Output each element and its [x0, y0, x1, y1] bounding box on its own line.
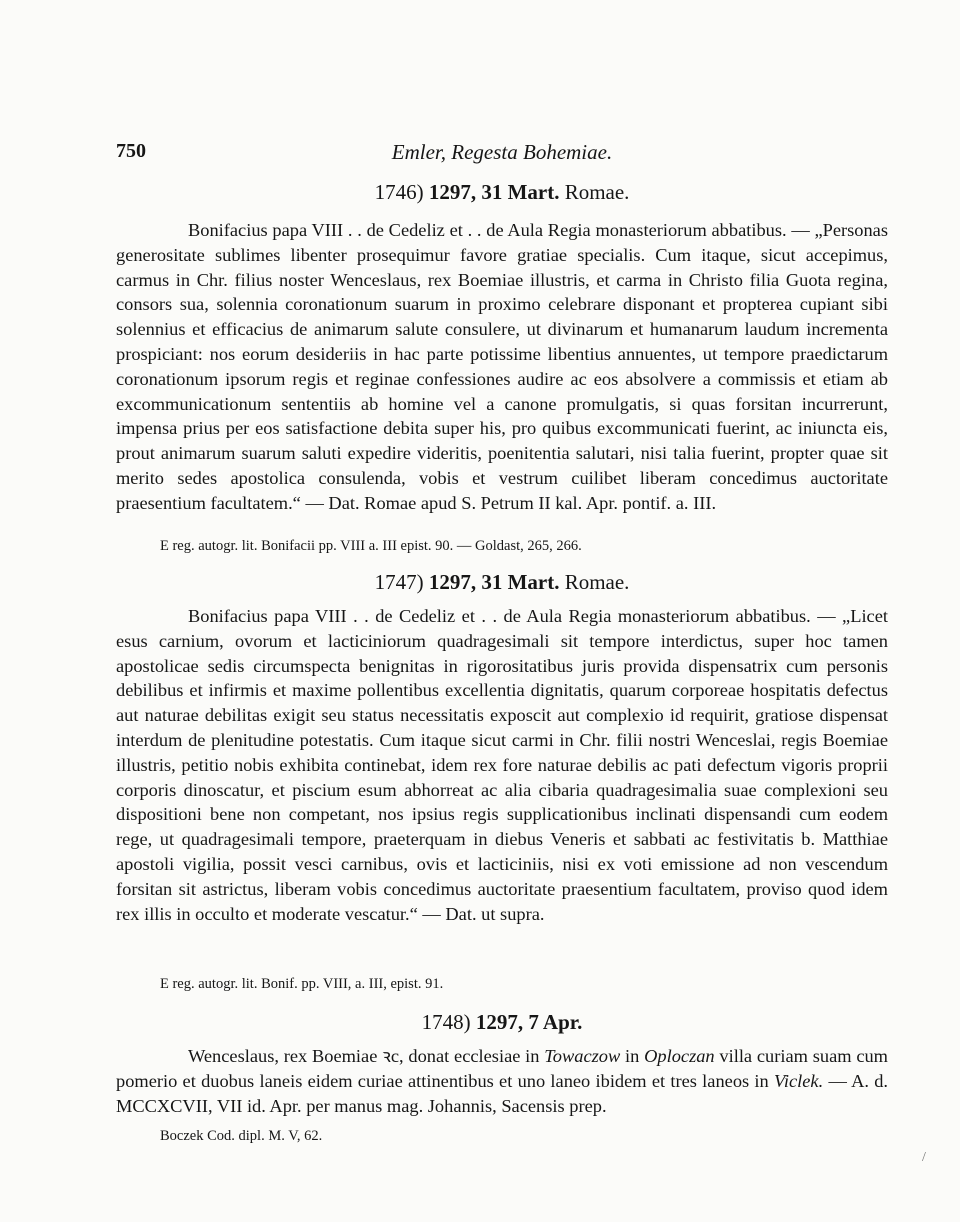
entry-number: 1747)	[374, 570, 424, 594]
entry-place: Romae.	[564, 180, 630, 204]
place-name: Oploczan	[644, 1046, 715, 1066]
entry-date: 1297, 7 Apr.	[475, 1010, 583, 1034]
entry-paragraph: Bonifacius papa VIII . . de Cedeliz et . . de Aula Regia monasteriorum abbatibus. — „Personas generositate sublimes libenter prosequimur favore gratiae specialis. Cum itaque, sicut accepimus, carmus in Chr. filius noster Wenceslaus, rex Boemiae illustris, et carma in Christo filia Guota regina, consors sua, solennia coronationum suarum in proximo celebrare disponant et propterea cupiant sibi solennius et efficacius de animarum salute consulere, ut divinarum et humanarum laudum incrementa prospiciant: nos eorum desideriis in hac parte potissime libentius annuentes, ut tempore praedictarum coronationum ipsorum regis et reginae confessiones audire ac eos absolvere a commissis et etiam ab excommunicationum sententiis ab homine vel a canone promulgatis, si quas forsitan incurrerunt, impensa prius per eos satisfactione debita super his, pro quibus excommunicati fuerint, ac iniuncta eis, prout animarum suarum saluti expedire videritis, poenitentia salutari, nisi talia fuerint, propter quae sit merito sedes apostolica consulenda, vobis et vestrum cuilibet liberam concedimus auctoritate praesentium facultatem.“ — Dat. Romae apud S. Petrum II kal. Apr. pontif. a. III.	[116, 220, 888, 513]
running-title: Emler, Regesta Bohemiae.	[391, 140, 613, 164]
entry-heading	[116, 1010, 888, 1035]
entry-paragraph: Bonifacius papa VIII . . de Cedeliz et . . de Aula Regia monasteriorum abbatibus. — „Licet esus carnium, ovorum et lacticiniorum quadragesimali sit tempore interdictus, super hoc tamen apostolicae sedis circumspecta benignitas in rigorositatibus juris provida dispensatrix cum personis debilibus et infirmis et maxime pollentibus excellentia dignitatis, quarum corporeae hospitatis defectus aut naturae debilitas exigit seu status necessitatis exposcit aut complexio id requirit, gratiose dispensat interdum de plenitudine potestatis. Cum itaque sicut carmi in Chr. filii nostri Wenceslai, regis Boemiae illustris, petitio nobis exhibita continebat, idem rex fore naturae debilis ac pati defectum vigoris proprii corporis dinoscatur, et piscium esum abhorreat ac alia cibaria quadragesimalia suae complexioni seu dispositioni bene non competant, nos ipsius regis supplicationibus inclinati dispensandi cum eodem rege, ut quadragesimali tempore, praeterquam in diebus Veneris et sabbati ac festivitatis b. Matthiae apostoli vigilia, possit vesci carnibus, ovis et lacticiniis, nisi ex voti emissione ad non vescendum forsitan sit astrictus, liberam vobis concedimus auctoritate praesentium facultatem, proviso quod idem rex illis in occulto et moderate vescatur.“ — Dat. ut supra.	[116, 606, 888, 924]
entry-source: Boczek Cod. dipl. M. V, 62.	[160, 1128, 323, 1144]
entry-text	[116, 1044, 888, 1118]
entry-number: 1746)	[374, 180, 424, 204]
entry-source: E reg. autogr. lit. Bonif. pp. VIII, a. III, epist. 91.	[160, 976, 444, 992]
page-number: 750	[116, 140, 146, 162]
entry-place: Romae.	[564, 570, 630, 594]
text-run: Wenceslaus, rex Boemiae ꝛc, donat ecclesiae in	[188, 1046, 545, 1066]
text-run: in	[620, 1046, 645, 1066]
entry-text	[116, 604, 888, 926]
text-run: — A. d. MCCXCVII, VII id. Apr. per manus mag. Johannis, Sacensis prep.	[116, 1070, 889, 1116]
place-name: Viclek.	[774, 1070, 824, 1091]
place-name: Towaczow	[544, 1046, 621, 1066]
entry-number: 1748)	[421, 1010, 471, 1034]
text-run: villa curiam suam cum pomerio et duobus laneis eidem curiae attinentibus et uno laneo ibidem et tres laneos in	[116, 1046, 888, 1091]
entry-paragraph	[116, 1044, 888, 1118]
margin-mark: /	[922, 1150, 926, 1165]
entry-text	[116, 218, 888, 516]
page-header	[116, 140, 888, 172]
entry-date: 1297, 31 Mart.	[428, 180, 560, 204]
entry-heading	[116, 570, 888, 595]
entry-heading	[116, 180, 888, 205]
entry-date: 1297, 31 Mart.	[428, 570, 560, 594]
entry-source: E reg. autogr. lit. Bonifacii pp. VIII a. III epist. 90. — Goldast, 265, 266.	[160, 538, 582, 554]
